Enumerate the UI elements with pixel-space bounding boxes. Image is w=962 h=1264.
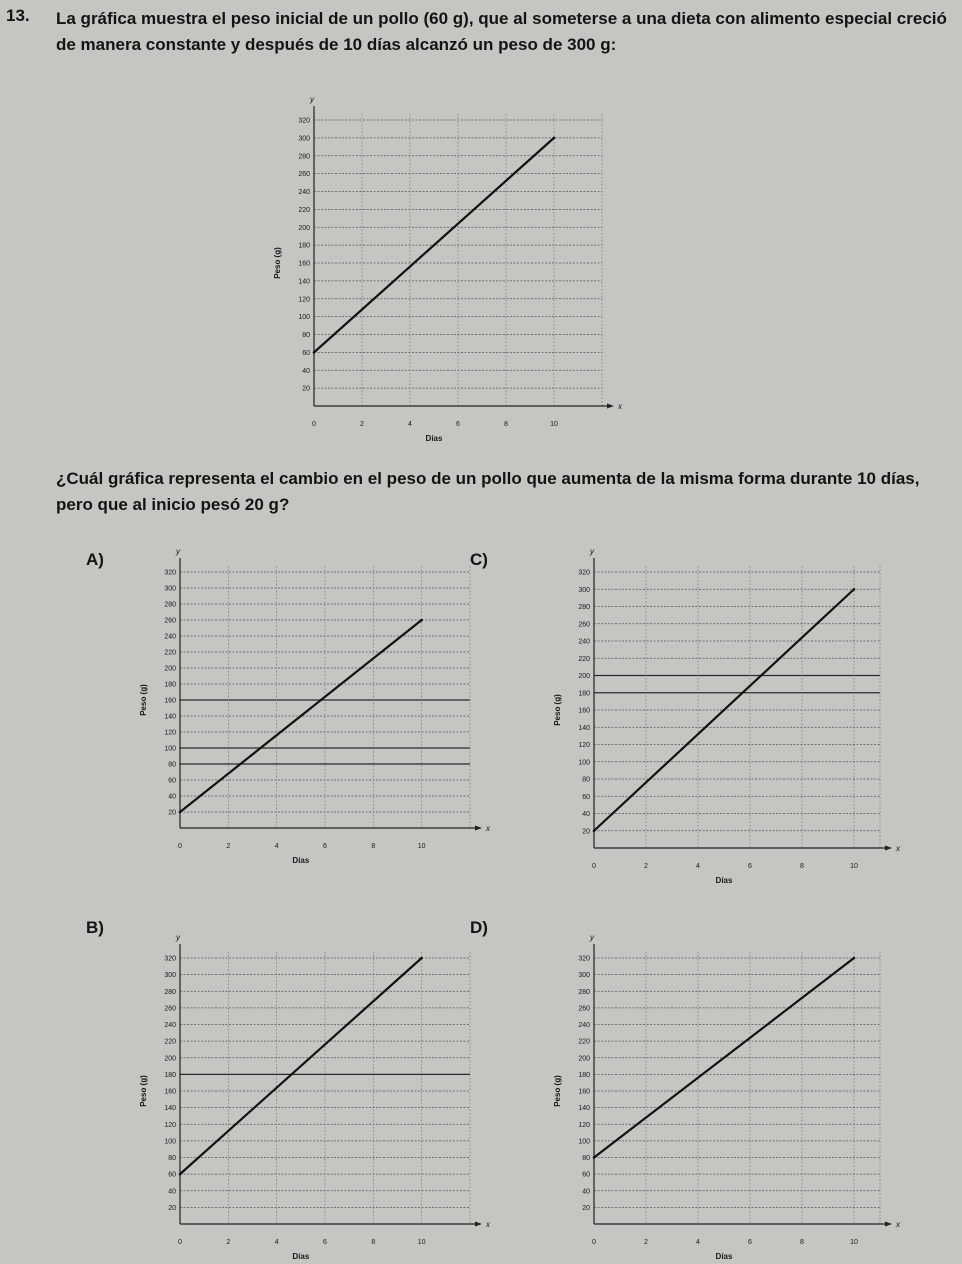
y-tick-label: 20 bbox=[168, 809, 176, 817]
y-tick-label: 80 bbox=[168, 761, 176, 769]
option-c-label[interactable]: C) bbox=[470, 550, 488, 569]
y-tick-label: 160 bbox=[578, 1088, 590, 1096]
y-tick-label: 180 bbox=[164, 1071, 176, 1079]
y-tick-label: 220 bbox=[164, 649, 176, 657]
y-tick-label: 160 bbox=[164, 1088, 176, 1096]
x-tick-label: 6 bbox=[323, 843, 327, 850]
y-tick-label: 140 bbox=[164, 713, 176, 721]
series-line bbox=[180, 958, 422, 1174]
y-tick-label: 60 bbox=[168, 1171, 176, 1179]
y-tick-label: 140 bbox=[578, 1105, 590, 1113]
y-tick-label: 300 bbox=[578, 972, 590, 980]
y-tick-label: 320 bbox=[164, 955, 176, 963]
chart-option-c[interactable] bbox=[540, 547, 900, 885]
x-variable-label: x bbox=[486, 824, 490, 833]
y-tick-label: 60 bbox=[582, 793, 590, 801]
y-tick-label: 160 bbox=[298, 260, 310, 268]
chart-main bbox=[258, 88, 628, 450]
y-tick-label: 320 bbox=[578, 955, 590, 963]
y-tick-label: 60 bbox=[168, 777, 176, 785]
y-tick-label: 240 bbox=[164, 633, 176, 641]
y-tick-label: 280 bbox=[164, 988, 176, 996]
y-tick-label: 240 bbox=[578, 638, 590, 646]
y-tick-label: 260 bbox=[164, 617, 176, 625]
y-tick-label: 320 bbox=[298, 117, 310, 125]
x-axis-title: Días bbox=[292, 1252, 310, 1261]
data-point bbox=[179, 1173, 182, 1176]
x-tick-label: 2 bbox=[644, 1239, 648, 1246]
y-tick-label: 280 bbox=[578, 604, 590, 611]
chart-option-a[interactable] bbox=[130, 547, 490, 884]
stem-line-1: La gráfica muestra el peso inicial de un pollo (60 g), que al someterse a una dieta con alimento especial creció bbox=[56, 9, 947, 28]
y-tick-label: 220 bbox=[298, 206, 310, 214]
x-tick-label: 8 bbox=[371, 843, 376, 850]
option-a-label[interactable]: A) bbox=[86, 550, 104, 569]
y-tick-label: 280 bbox=[298, 153, 310, 161]
x-tick-label: 2 bbox=[226, 843, 231, 850]
y-tick-label: 40 bbox=[582, 811, 590, 818]
x-tick-label: 0 bbox=[592, 863, 596, 870]
y-variable-label: y bbox=[310, 95, 314, 104]
data-point bbox=[853, 957, 856, 960]
question-number: 13. bbox=[6, 6, 30, 25]
y-tick-label: 80 bbox=[302, 332, 310, 339]
y-variable-label: y bbox=[590, 933, 594, 942]
y-tick-label: 200 bbox=[298, 224, 310, 232]
y-tick-label: 120 bbox=[164, 1121, 176, 1129]
y-tick-label: 220 bbox=[578, 655, 590, 663]
y-tick-label: 60 bbox=[302, 349, 310, 357]
data-point bbox=[853, 588, 856, 591]
x-variable-label: x bbox=[486, 1220, 490, 1229]
y-tick-label: 280 bbox=[578, 988, 590, 996]
y-axis-title: Peso (g) bbox=[273, 247, 282, 279]
y-tick-label: 180 bbox=[298, 242, 310, 250]
y-tick-label: 280 bbox=[164, 601, 176, 609]
y-axis-title: Peso (g) bbox=[139, 684, 148, 716]
x-axis-arrow-icon bbox=[885, 846, 892, 851]
x-tick-label: 6 bbox=[456, 421, 460, 428]
x-variable-label: x bbox=[618, 402, 622, 411]
y-axis-title: Peso (g) bbox=[553, 694, 562, 726]
prompt-line-1: ¿Cuál gráfica representa el cambio en el peso de un pollo que aumenta de la misma forma durante 10 días, bbox=[56, 469, 920, 488]
question-prompt bbox=[56, 466, 956, 518]
x-tick-label: 4 bbox=[696, 863, 700, 870]
y-tick-label: 180 bbox=[164, 681, 176, 689]
y-tick-label: 100 bbox=[578, 759, 590, 767]
y-tick-label: 120 bbox=[578, 742, 590, 749]
y-tick-label: 20 bbox=[302, 385, 310, 393]
x-tick-label: 6 bbox=[748, 1239, 752, 1246]
y-tick-label: 80 bbox=[582, 1155, 590, 1162]
y-tick-label: 20 bbox=[582, 828, 590, 836]
x-axis-arrow-icon bbox=[607, 404, 614, 409]
x-tick-label: 10 bbox=[417, 843, 426, 850]
x-tick-label: 8 bbox=[371, 1239, 376, 1246]
x-axis-arrow-icon bbox=[475, 826, 482, 831]
y-tick-label: 40 bbox=[582, 1188, 590, 1196]
x-tick-label: 8 bbox=[800, 1239, 804, 1246]
y-axis-title: Peso (g) bbox=[553, 1075, 562, 1107]
data-point bbox=[593, 829, 596, 832]
y-tick-label: 260 bbox=[298, 171, 310, 179]
x-tick-label: 0 bbox=[312, 421, 316, 428]
x-variable-label: x bbox=[896, 1220, 900, 1229]
y-tick-label: 20 bbox=[582, 1204, 590, 1212]
x-axis-title: Días bbox=[292, 856, 310, 865]
y-tick-label: 260 bbox=[164, 1005, 176, 1013]
data-point bbox=[420, 619, 423, 622]
y-tick-label: 100 bbox=[578, 1138, 590, 1146]
x-tick-label: 0 bbox=[592, 1239, 596, 1246]
x-tick-label: 2 bbox=[360, 421, 364, 428]
y-tick-label: 140 bbox=[578, 724, 590, 732]
y-tick-label: 240 bbox=[164, 1022, 176, 1029]
y-tick-label: 40 bbox=[302, 367, 310, 375]
y-tick-label: 160 bbox=[578, 707, 590, 715]
chart-option-d[interactable] bbox=[540, 928, 900, 1262]
prompt-line-2: pero que al inicio pesó 20 g? bbox=[56, 495, 290, 514]
y-tick-label: 100 bbox=[298, 314, 310, 322]
y-tick-label: 200 bbox=[578, 1055, 590, 1063]
y-tick-label: 300 bbox=[164, 972, 176, 980]
option-d-label[interactable]: D) bbox=[470, 918, 488, 937]
y-tick-label: 200 bbox=[164, 1055, 176, 1063]
x-tick-label: 4 bbox=[274, 1239, 279, 1246]
y-tick-label: 140 bbox=[298, 278, 310, 286]
y-tick-label: 120 bbox=[578, 1121, 590, 1129]
chart-option-b[interactable] bbox=[130, 928, 490, 1262]
data-point bbox=[593, 1156, 596, 1159]
x-tick-label: 2 bbox=[644, 863, 648, 870]
stem-line-2: de manera constante y después de 10 días alcanzó un peso de 300 g: bbox=[56, 35, 617, 54]
y-tick-label: 320 bbox=[164, 569, 176, 577]
x-tick-label: 10 bbox=[850, 1239, 858, 1246]
data-point bbox=[553, 137, 556, 140]
x-axis-arrow-icon bbox=[885, 1222, 892, 1227]
y-tick-label: 300 bbox=[298, 135, 310, 143]
y-tick-label: 80 bbox=[168, 1155, 176, 1162]
y-tick-label: 100 bbox=[164, 1138, 176, 1146]
y-tick-label: 260 bbox=[578, 1005, 590, 1013]
y-tick-label: 220 bbox=[164, 1038, 176, 1046]
x-tick-label: 6 bbox=[748, 863, 752, 870]
y-tick-label: 20 bbox=[168, 1204, 176, 1212]
x-tick-label: 4 bbox=[696, 1239, 700, 1246]
y-tick-label: 300 bbox=[164, 585, 176, 593]
y-tick-label: 120 bbox=[164, 729, 176, 737]
x-axis-title: Días bbox=[715, 876, 733, 885]
x-tick-label: 10 bbox=[550, 421, 558, 428]
y-tick-label: 220 bbox=[578, 1038, 590, 1046]
y-tick-label: 80 bbox=[582, 776, 590, 784]
data-point bbox=[313, 351, 316, 354]
y-variable-label: y bbox=[176, 547, 180, 556]
y-tick-label: 40 bbox=[168, 1188, 176, 1196]
data-point bbox=[420, 957, 423, 960]
x-tick-label: 0 bbox=[178, 843, 182, 850]
option-b-label[interactable]: B) bbox=[86, 918, 104, 937]
x-axis-arrow-icon bbox=[475, 1222, 482, 1227]
y-tick-label: 200 bbox=[164, 665, 176, 673]
x-axis-title: Días bbox=[715, 1252, 733, 1261]
x-axis-title: Días bbox=[425, 434, 443, 443]
y-tick-label: 200 bbox=[578, 673, 590, 680]
y-variable-label: y bbox=[590, 547, 594, 556]
x-tick-label: 8 bbox=[800, 863, 804, 870]
x-tick-label: 2 bbox=[226, 1239, 231, 1246]
x-tick-label: 8 bbox=[504, 421, 508, 428]
y-tick-label: 240 bbox=[298, 189, 310, 196]
data-point bbox=[179, 811, 182, 814]
y-tick-label: 320 bbox=[578, 569, 590, 577]
x-tick-label: 10 bbox=[850, 863, 858, 870]
x-tick-label: 4 bbox=[274, 843, 279, 850]
y-tick-label: 120 bbox=[298, 296, 310, 304]
y-tick-label: 40 bbox=[168, 793, 176, 801]
y-tick-label: 100 bbox=[164, 745, 176, 753]
x-tick-label: 0 bbox=[178, 1239, 182, 1246]
y-tick-label: 60 bbox=[582, 1171, 590, 1179]
y-tick-label: 260 bbox=[578, 621, 590, 629]
y-axis-title: Peso (g) bbox=[139, 1075, 148, 1107]
x-variable-label: x bbox=[896, 844, 900, 853]
question-stem bbox=[56, 6, 962, 58]
x-tick-label: 6 bbox=[323, 1239, 327, 1246]
y-tick-label: 160 bbox=[164, 697, 176, 705]
x-tick-label: 4 bbox=[408, 421, 412, 428]
y-tick-label: 300 bbox=[578, 586, 590, 594]
y-tick-label: 180 bbox=[578, 1071, 590, 1079]
y-tick-label: 140 bbox=[164, 1105, 176, 1113]
y-tick-label: 180 bbox=[578, 690, 590, 698]
y-variable-label: y bbox=[176, 933, 180, 942]
y-tick-label: 240 bbox=[578, 1022, 590, 1029]
x-tick-label: 10 bbox=[417, 1239, 426, 1246]
